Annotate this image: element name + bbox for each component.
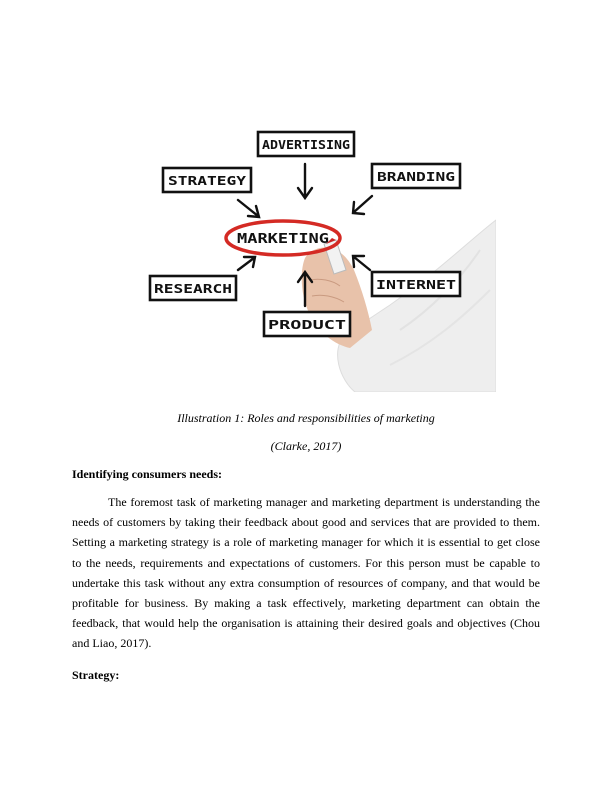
arrow-advertising [298,164,312,198]
marketing-illustration [140,120,496,392]
research-label: RESEARCH [154,282,232,296]
strategy-label: STRATEGY [168,174,248,188]
figure-source: (Clarke, 2017) [270,439,342,453]
arrow-research [238,257,255,270]
internet-label: INTERNET [376,278,456,292]
arrow-strategy [238,200,259,217]
section-heading-consumer-needs: Identifying consumers needs: [72,467,223,481]
figure-caption: Illustration 1: Roles and responsibilities of marketing [177,411,435,425]
arrow-internet [353,256,370,270]
product-label: PRODUCT [268,318,346,332]
paragraph-consumer-needs: The foremost task of marketing manager and marketing department is understanding the needs of customers by taking their feedback about good and services that are provided to them. Setting a marketing strategy is a role of marketing manager for which it is essential to get close to the needs, requirements and expectations of customers. For this person must be capable to undertake this task without any extra consumption of resources of company, and that would be profitable for business. By making a task effectively, marketing department can obtain the feedback, that would help the organisation is attaining their desired goals and objectives (Chou and Liao, 2017). [72,495,540,651]
marketing-diagram [140,120,496,392]
advertising-label: ADVERTISING [262,138,350,152]
center-label: MARKETING [237,232,330,247]
arrow-branding [353,196,372,214]
section-heading-strategy: Strategy: [72,668,120,682]
branding-label: BRANDING [377,170,455,184]
